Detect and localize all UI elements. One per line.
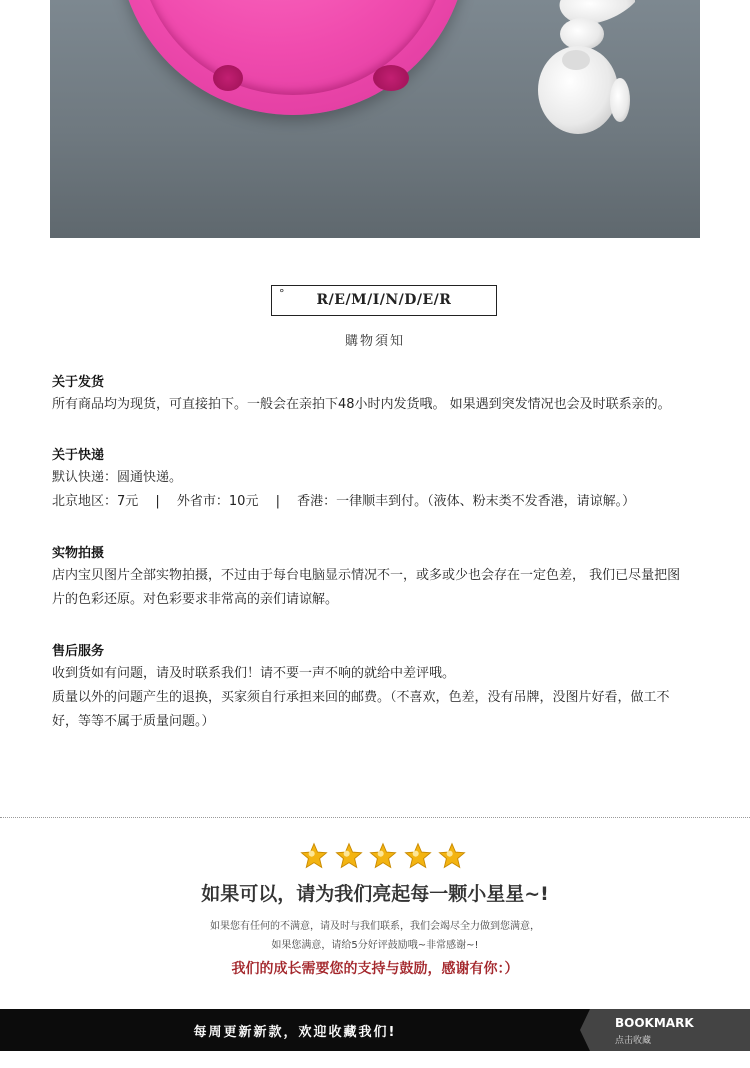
star-icon <box>335 842 363 870</box>
section-shipping <box>52 373 702 417</box>
star-icon <box>438 842 466 870</box>
footer-banner <box>0 1009 750 1051</box>
section-text: 收到货如有问题，请及时联系我们！请不要一声不响的就给中差评哦。 <box>52 666 456 681</box>
star-icon <box>300 842 328 870</box>
star-icon <box>369 842 397 870</box>
reminder-heading-box <box>271 285 497 316</box>
section-after-sales <box>52 642 702 734</box>
bookmark-subtitle: 点击收藏 <box>615 1036 652 1046</box>
section-title: 关于快递 <box>52 448 105 463</box>
section-title: 关于发货 <box>52 375 105 390</box>
pink-silicone-mold <box>118 0 468 115</box>
section-text: 片的色彩还原。对色彩要求非常高的亲们请谅解。 <box>52 592 339 607</box>
reminder-dot: ° <box>279 287 285 300</box>
section-title: 售后服务 <box>52 644 105 659</box>
reminder-subtitle: 購物須知 <box>344 334 405 349</box>
section-courier <box>52 446 702 514</box>
rating-headline: 如果可以，请为我们亮起每一颗小星星~! <box>201 883 549 905</box>
reminder-title: R/E/M/I/N/D/E/R <box>316 292 452 308</box>
thanks-message: 我们的成长需要您的支持与鼓励，感谢有你：） <box>231 961 519 977</box>
section-title: 实物拍摄 <box>52 546 105 561</box>
rating-note-1: 如果您有任何的不满意，请及时与我们联系，我们会竭尽全力做到您满意， <box>210 921 540 932</box>
rating-stars <box>300 842 470 872</box>
section-text: 好，等等不属于质量问题。） <box>52 714 215 729</box>
dotted-divider <box>0 817 750 818</box>
section-text: 所有商品均为现货，可直接拍下。一般会在亲拍下48小时内发货哦。 如果遇到突发情况也会及时联系亲的。 <box>52 397 671 412</box>
section-photos <box>52 544 702 612</box>
section-text: 默认快递：圆通快递。 <box>52 470 183 485</box>
section-text: 店内宝贝图片全部实物拍摄，不过由于每台电脑显示情况不一，或多或少也会存在一定色差， 我们已尽量把图 <box>52 568 681 583</box>
rating-note-2: 如果您满意，请给5分好评鼓励哦~非常感谢~! <box>271 940 479 951</box>
footer-banner-text: 每周更新新款，欢迎收藏我们! <box>193 1025 397 1040</box>
section-text: 北京地区：7元 | 外省市：10元 | 香港：一律顺丰到付。（液体、粉末类不发香港，请谅解。） <box>52 494 636 509</box>
bookmark-title: BOOKMARK <box>615 1016 694 1030</box>
angel-figurine <box>520 0 640 140</box>
bookmark-button[interactable] <box>590 1009 750 1051</box>
star-icon <box>404 842 432 870</box>
product-photo <box>50 0 700 238</box>
section-text: 质量以外的问题产生的退换，买家须自行承担来回的邮费。（不喜欢，色差，没有吊牌，没图片好看，做工不 <box>52 690 670 705</box>
